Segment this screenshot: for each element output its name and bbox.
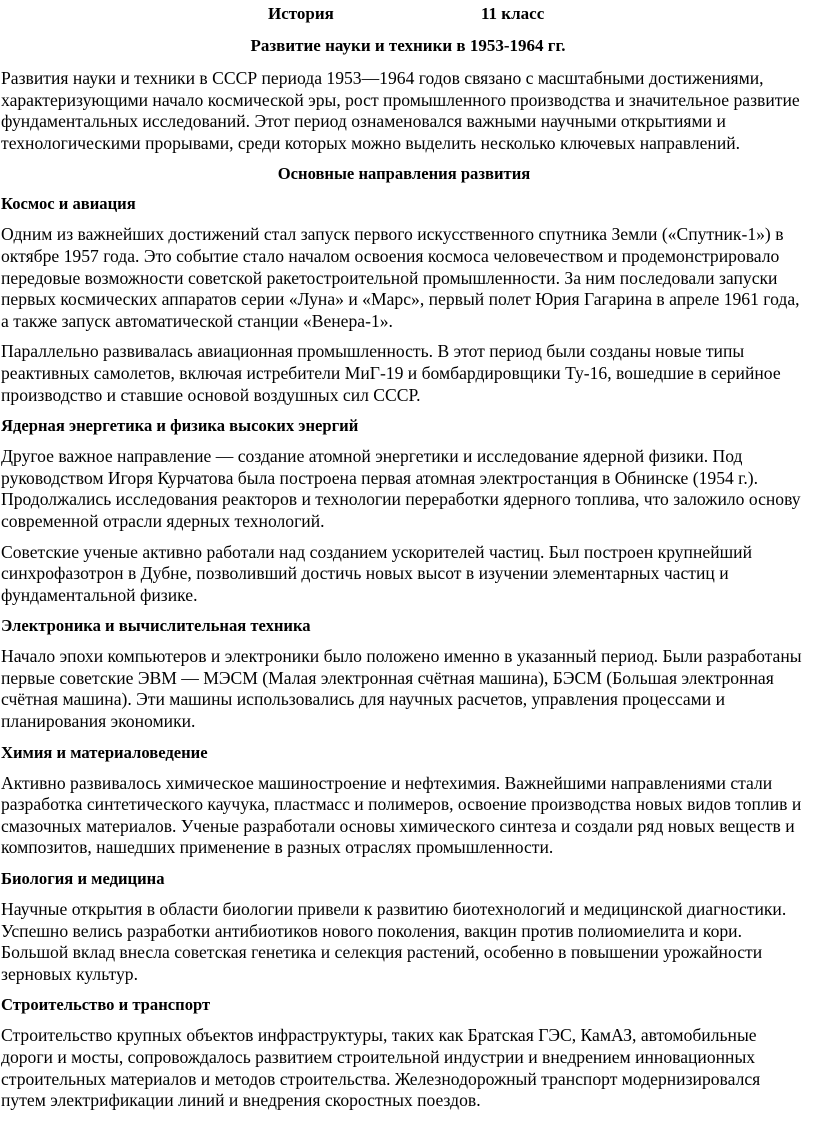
main-heading: Основные направления развития bbox=[277, 164, 531, 184]
section-heading: Биология и медицина bbox=[1, 869, 165, 889]
subject-label: История bbox=[268, 4, 334, 23]
section-paragraph: Начало эпохи компьютеров и электроники было положено именно в указанный период. Были разработаны первые советские ЭВМ — МЭСМ (Малая электронная счётная машина), БЭСМ (Большая электронная счётная машина). Эти машины использовались для научных расчетов, управления процессами и планирования экономики. bbox=[1, 646, 802, 732]
section-heading: Ядерная энергетика и физика высоких энергий bbox=[1, 416, 359, 436]
section-paragraph: Советские ученые активно работали над созданием ускорителей частиц. Был построен крупнейший синхрофазотрон в Дубне, позволивший достичь новых высот в изучении элементарных частиц и фундаментальной физике. bbox=[1, 541, 752, 605]
section-nuclear-physics bbox=[1, 415, 807, 606]
document-header bbox=[0, 4, 816, 26]
section-heading: Электроника и вычислительная техника bbox=[1, 616, 311, 636]
section-paragraph: Строительство крупных объектов инфраструктуры, таких как Братская ГЭС, КамАЗ, автомобильные дороги и мосты, сопровождалось развитием строительной индустрии и внедрением инновационных строительных материалов и методов строительства. Железнодорожный транспорт модернизировался путем электрификации линий и внедрения скоростных поездов. bbox=[1, 1025, 761, 1111]
section-heading: Космос и авиация bbox=[1, 194, 136, 214]
section-paragraph: Параллельно развивалась авиационная промышленность. В этот период были созданы новые типы реактивных самолетов, включая истребители МиГ-19 и бомбардировщики Ту-16, вошедшие в серийное производство и ставшие основой воздушных сил СССР. bbox=[1, 341, 781, 405]
section-paragraph: Активно развивалось химическое машиностроение и нефтехимия. Важнейшими направлениями стали разработка синтетического каучука, пластмасс и полимеров, освоение производства новых видов топлив и смазочных материалов. Ученые разработали основы химического синтеза и создали ряд новых веществ и композитов, нашедших применение в разных отраслях промышленности. bbox=[1, 772, 802, 858]
section-biology-medicine bbox=[1, 868, 807, 985]
section-construction-transport bbox=[1, 994, 807, 1111]
section-chemistry-materials bbox=[1, 742, 807, 859]
section-electronics-computing bbox=[1, 615, 807, 732]
document-body bbox=[1, 68, 807, 1121]
section-paragraph: Одним из важнейших достижений стал запуск первого искусственного спутника Земли («Спутник-1») в октябре 1957 года. Это событие стало началом освоения космоса человечеством и продемонстрировало передовые возможности советской ракетостроительной промышленности. За ним последовали запуски первых космических аппаратов серии «Луна» и «Марс», первый полет Юрия Гагарина в апреле 1961 года, а также запуск автоматической станции «Венера-1». bbox=[1, 224, 800, 331]
section-paragraph: Научные открытия в области биологии привели к развитию биотехнологий и медицинской диагностики. Успешно велись разработки антибиотиков нового поколения, вакцин против полиомиелита и кори. Большой вклад внесла советская генетика и селекция растений, особенно в повышении урожайности зерновых культур. bbox=[1, 899, 787, 984]
intro-paragraph: Развития науки и техники в СССР периода 1953—1964 годов связано с масштабными достижениями, характеризующими начало космической эры, рост промышленного производства и значительное развитие фундаментальных исследований. Этот период ознаменовался важными научными открытиями и технологическими прорывами, среди которых можно выделить несколько ключевых направлений. bbox=[1, 68, 800, 153]
section-heading: Строительство и транспорт bbox=[1, 995, 211, 1015]
section-heading: Химия и материаловедение bbox=[1, 742, 208, 762]
document-title: Развитие науки и техники в 1953-1964 гг. bbox=[250, 36, 566, 55]
section-space-aviation bbox=[1, 193, 807, 406]
grade-label: 11 класс bbox=[481, 4, 545, 23]
section-paragraph: Другое важное направление — создание атомной энергетики и исследование ядерной физики. Под руководством Игоря Курчатова была построена первая атомная электростанция в Обнинске (1954 г.). Продолжались исследования реакторов и технологии переработки ядерного топлива, что заложило основу современной отрасли ядерных технологий. bbox=[1, 446, 801, 531]
